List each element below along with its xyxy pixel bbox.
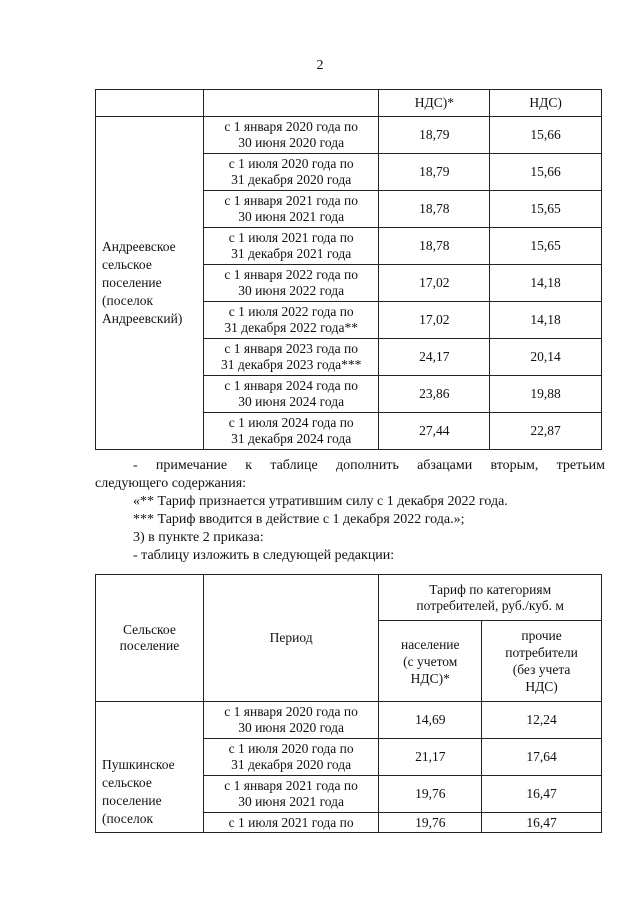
period-cell	[203, 302, 379, 339]
header-line: НДС)	[525, 679, 558, 694]
header-settlement	[96, 575, 204, 702]
population-value: 18,79	[379, 154, 490, 191]
other-value: 20,14	[490, 339, 602, 376]
header-cell-other: НДС)	[490, 90, 602, 117]
population-value: 23,86	[379, 376, 490, 413]
other-value: 16,47	[482, 813, 602, 833]
period-cell	[203, 376, 379, 413]
period-cell	[203, 339, 379, 376]
period-line: с 1 июля 2020 года по	[228, 156, 354, 171]
tariff-table-andreevskoe	[95, 89, 602, 450]
other-value: 22,87	[490, 413, 602, 450]
period-cell	[203, 154, 379, 191]
other-value: 19,88	[490, 376, 602, 413]
tariff-table-pushkinskoe	[95, 574, 602, 833]
header-line: (с учетом	[403, 653, 458, 669]
period-line: 30 июня 2024 года	[238, 394, 345, 409]
population-value: 17,02	[379, 302, 490, 339]
population-value: 24,17	[379, 339, 490, 376]
settlement-line: (поселок	[102, 293, 154, 308]
settlement-line: сельское	[102, 775, 152, 790]
population-value: 27,44	[379, 413, 490, 450]
period-cell	[203, 776, 378, 813]
paragraph-note-amendment-cont: следующего содержания:	[95, 476, 247, 491]
header-line: поселение	[119, 638, 180, 653]
settlement-cell	[96, 702, 204, 833]
page-number: 2	[316, 58, 324, 73]
header-line: Сельское	[123, 622, 176, 637]
period-cell	[203, 739, 378, 776]
settlement-line: (поселок	[102, 811, 154, 826]
period-line: с 1 января 2023 года по	[224, 341, 358, 356]
period-line: с 1 января 2022 года по	[224, 267, 358, 282]
header-line: население	[400, 636, 460, 652]
population-value: 18,78	[379, 191, 490, 228]
period-line: 31 декабря 2023 года***	[221, 357, 362, 372]
period-line: с 1 января 2020 года по	[224, 119, 358, 134]
table-header-row	[96, 575, 602, 621]
settlement-line: Андреевское	[102, 239, 176, 254]
other-value: 15,66	[490, 154, 602, 191]
other-value: 16,47	[482, 776, 602, 813]
period-line: с 1 июля 2021 года по	[228, 230, 354, 245]
other-value: 14,18	[490, 265, 602, 302]
period-cell	[203, 413, 379, 450]
header-line: Тариф по категориям	[429, 581, 552, 597]
other-value: 15,65	[490, 228, 602, 265]
header-cell-period	[203, 90, 379, 117]
period-cell	[203, 702, 378, 739]
settlement-line: поселение	[102, 793, 162, 808]
settlement-line: сельское	[102, 257, 152, 272]
other-value: 12,24	[482, 702, 602, 739]
period-line: 30 июня 2022 года	[238, 283, 345, 298]
period-cell	[203, 228, 379, 265]
other-value: 14,18	[490, 302, 602, 339]
header-cell-population: НДС)*	[379, 90, 490, 117]
header-period: Период	[203, 575, 378, 702]
settlement-cell	[96, 117, 204, 450]
period-line: с 1 июля 2022 года по	[228, 304, 354, 319]
period-line: с 1 января 2024 года по	[224, 378, 358, 393]
header-tariff	[379, 575, 602, 621]
header-line: НДС)*	[410, 670, 450, 686]
header-population	[379, 621, 482, 702]
period-cell	[203, 191, 379, 228]
population-value: 21,17	[379, 739, 482, 776]
period-line: с 1 января 2021 года по	[224, 193, 358, 208]
period-line: 31 декабря 2024 года	[231, 431, 352, 446]
header-line: потребителей, руб./куб. м	[416, 597, 564, 613]
settlement-line: Андреевский)	[102, 311, 183, 326]
other-value: 17,64	[482, 739, 602, 776]
period-cell	[203, 265, 379, 302]
population-value: 19,76	[379, 776, 482, 813]
period-line: с 1 января 2021 года по	[224, 778, 358, 793]
period-line: 30 июня 2020 года	[238, 720, 344, 735]
period-line: с 1 января 2020 года по	[224, 704, 358, 719]
population-value: 17,02	[379, 265, 490, 302]
paragraph-table-instruction: - таблицу изложить в следующей редакции:	[133, 548, 395, 563]
table-row	[96, 702, 602, 739]
period-cell	[203, 813, 378, 833]
other-value: 15,65	[490, 191, 602, 228]
header-line: (без учета	[512, 662, 571, 677]
paragraph-note-amendment: - примечание к таблице дополнить абзацами вторым, третьим	[133, 458, 605, 473]
period-line: 31 декабря 2021 года	[231, 246, 352, 261]
period-line: с 1 июля 2021 года по	[228, 814, 354, 830]
header-cell-settlement	[96, 90, 204, 117]
paragraph-footnote-3: *** Тариф вводится в действие с 1 декабря 2022 года.»;	[133, 512, 465, 527]
paragraph-item-3: 3) в пункте 2 приказа:	[133, 530, 264, 545]
population-value: 14,69	[379, 702, 482, 739]
period-line: 30 июня 2021 года	[238, 794, 344, 809]
period-line: 30 июня 2020 года	[238, 135, 345, 150]
population-value: 19,76	[379, 813, 482, 833]
population-value: 18,78	[379, 228, 490, 265]
header-other	[482, 621, 602, 702]
table-header-row	[96, 90, 602, 117]
period-cell	[203, 117, 379, 154]
period-line: 31 декабря 2020 года	[231, 172, 352, 187]
header-line: прочие	[521, 628, 562, 643]
header-line: потребители	[505, 645, 578, 660]
table-row	[96, 117, 602, 154]
population-value: 18,79	[379, 117, 490, 154]
settlement-line: Пушкинское	[102, 757, 175, 772]
period-line: 31 декабря 2020 года	[231, 757, 352, 772]
period-line: с 1 июля 2020 года по	[228, 741, 354, 756]
period-line: 31 декабря 2022 года**	[224, 320, 358, 335]
paragraph-footnote-2: «** Тариф признается утратившим силу с 1 декабря 2022 года.	[133, 494, 508, 509]
other-value: 15,66	[490, 117, 602, 154]
period-line: 30 июня 2021 года	[238, 209, 345, 224]
settlement-line: поселение	[102, 275, 162, 290]
period-line: с 1 июля 2024 года по	[228, 415, 354, 430]
